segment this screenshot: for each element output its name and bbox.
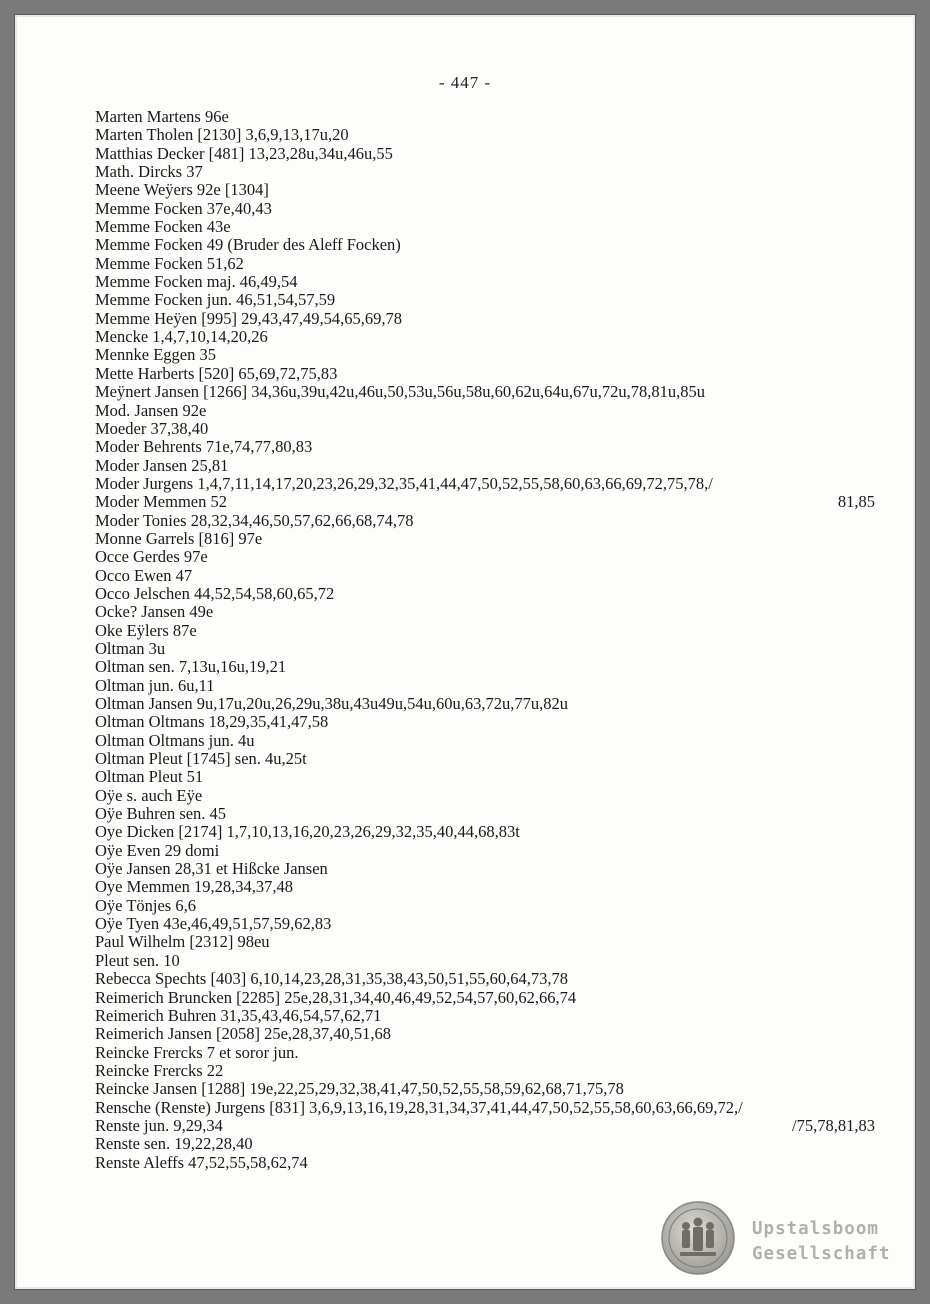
index-entry bbox=[95, 658, 885, 676]
index-entry bbox=[95, 897, 885, 915]
index-entry-text: Oltman Oltmans jun. 4u bbox=[95, 730, 255, 750]
index-entry bbox=[95, 677, 885, 695]
index-entry bbox=[95, 805, 885, 823]
index-entry bbox=[95, 383, 885, 401]
index-entry-text: Moder Tonies 28,32,34,46,50,57,62,66,68,74,78 bbox=[95, 510, 414, 530]
index-entry bbox=[95, 970, 885, 988]
index-entry bbox=[95, 787, 885, 805]
index-entry-text: Occo Jelschen 44,52,54,58,60,65,72 bbox=[95, 583, 335, 603]
index-entry-text: Oltman Pleut [1745] sen. 4u,25t bbox=[95, 749, 307, 769]
index-entry-text: Meÿnert Jansen [1266] 34,36u,39u,42u,46u,50,53u,56u,58u,60,62u,64u,67u,72u,78,81u,85u bbox=[95, 382, 706, 402]
index-entry bbox=[95, 255, 885, 273]
index-entry-text: Oye Memmen 19,28,34,37,48 bbox=[95, 877, 293, 897]
index-entry-continuation: /75,78,81,83 bbox=[792, 1115, 875, 1135]
upstalsboom-seal-icon bbox=[660, 1200, 736, 1276]
index-entry bbox=[95, 989, 885, 1007]
index-entry-text: Memme Heÿen [995] 29,43,47,49,54,65,69,78 bbox=[95, 308, 403, 328]
index-entry bbox=[95, 163, 885, 181]
brand-wordmark bbox=[752, 1217, 890, 1267]
index-entry-text: Meene Weÿers 92e [1304] bbox=[95, 180, 269, 200]
index-entry-text: Renste jun. 9,29,34 bbox=[95, 1115, 223, 1135]
index-entry bbox=[95, 1062, 885, 1080]
index-entry-text: Moeder 37,38,40 bbox=[95, 418, 209, 438]
index-entry-text: Marten Tholen [2130] 3,6,9,13,17u,20 bbox=[95, 125, 349, 145]
index-entry-text: Reimerich Bruncken [2285] 25e,28,31,34,40,46,49,52,54,57,60,62,66,74 bbox=[95, 987, 577, 1007]
document-page bbox=[14, 14, 916, 1290]
index-entry-text: Reimerich Jansen [2058] 25e,28,37,40,51,68 bbox=[95, 1024, 392, 1044]
index-entry bbox=[95, 567, 885, 585]
index-entry bbox=[95, 493, 885, 511]
index-entry bbox=[95, 1044, 885, 1062]
index-entry-list bbox=[95, 108, 885, 1172]
index-entry-text: Reincke Jansen [1288] 19e,22,25,29,32,38,41,47,50,52,55,58,59,62,68,71,75,78 bbox=[95, 1079, 624, 1099]
index-entry bbox=[95, 402, 885, 420]
index-entry bbox=[95, 952, 885, 970]
index-entry bbox=[95, 713, 885, 731]
index-entry-text: Oltman 3u bbox=[95, 638, 166, 658]
index-entry bbox=[95, 695, 885, 713]
index-entry-text: Oÿe s. auch Eÿe bbox=[95, 785, 203, 805]
brand-line-2: Gesellschaft bbox=[752, 1244, 891, 1264]
index-entry-text: Marten Martens 96e bbox=[95, 107, 229, 126]
index-entry bbox=[95, 622, 885, 640]
index-entry-text: Memme Focken maj. 46,49,54 bbox=[95, 272, 298, 292]
index-entry bbox=[95, 273, 885, 291]
brand-line-1: Upstalsboom bbox=[752, 1219, 879, 1239]
index-entry bbox=[95, 346, 885, 364]
index-entry-text: Oÿe Jansen 28,31 et Hißcke Jansen bbox=[95, 859, 328, 879]
index-entry bbox=[95, 1007, 885, 1025]
index-entry-text: Mod. Jansen 92e bbox=[95, 400, 207, 420]
index-entry-text: Paul Wilhelm [2312] 98eu bbox=[95, 932, 270, 952]
index-entry bbox=[95, 878, 885, 896]
index-entry bbox=[95, 1080, 885, 1098]
index-entry-text: Oltman jun. 6u,11 bbox=[95, 675, 215, 695]
index-entry-text: Oke Eÿlers 87e bbox=[95, 620, 197, 640]
index-entry bbox=[95, 218, 885, 236]
index-entry-text: Reincke Frercks 22 bbox=[95, 1060, 224, 1080]
index-entry-text: Memme Focken jun. 46,51,54,57,59 bbox=[95, 290, 336, 310]
index-entry bbox=[95, 842, 885, 860]
index-entry bbox=[95, 457, 885, 475]
index-entry bbox=[95, 475, 885, 493]
index-entry-text: Mencke 1,4,7,10,14,20,26 bbox=[95, 327, 268, 347]
index-entry bbox=[95, 823, 885, 841]
index-entry-text: Oye Dicken [2174] 1,7,10,13,16,20,23,26,29,32,35,40,44,68,83t bbox=[95, 822, 520, 842]
index-entry bbox=[95, 1099, 885, 1117]
index-entry bbox=[95, 768, 885, 786]
index-entry bbox=[95, 530, 885, 548]
index-entry bbox=[95, 108, 885, 126]
index-entry bbox=[95, 750, 885, 768]
index-entry-text: Moder Jurgens 1,4,7,11,14,17,20,23,26,29,32,35,41,44,47,50,52,55,58,60,63,66,69,72,75,78,/ bbox=[95, 473, 713, 493]
index-entry bbox=[95, 915, 885, 933]
index-entry-text: Oÿe Tönjes 6,6 bbox=[95, 895, 196, 915]
index-entry bbox=[95, 1135, 885, 1153]
index-entry-text: Rensche (Renste) Jurgens [831] 3,6,9,13,16,19,28,31,34,37,41,44,47,50,52,55,58,60,63,66,69,72,/ bbox=[95, 1097, 743, 1117]
index-entry-text: Oÿe Buhren sen. 45 bbox=[95, 804, 227, 824]
index-entry-continuation: 81,85 bbox=[837, 492, 875, 512]
index-entry bbox=[95, 126, 885, 144]
index-entry bbox=[95, 236, 885, 254]
index-entry bbox=[95, 310, 885, 328]
index-entry-text: Ocke? Jansen 49e bbox=[95, 602, 214, 622]
index-entry bbox=[95, 181, 885, 199]
index-entry-text: Oltman Jansen 9u,17u,20u,26,29u,38u,43u49u,54u,60u,63,72u,77u,82u bbox=[95, 694, 568, 713]
index-entry-text: Oÿe Even 29 domi bbox=[95, 840, 220, 860]
index-entry bbox=[95, 1117, 885, 1135]
page-number: - 447 - bbox=[438, 73, 492, 92]
index-entry-text: Reimerich Buhren 31,35,43,46,54,57,62,71 bbox=[95, 1005, 382, 1025]
index-entry bbox=[95, 365, 885, 383]
index-entry-text: Memme Focken 37e,40,43 bbox=[95, 198, 272, 218]
index-entry-text: Mennke Eggen 35 bbox=[95, 345, 216, 365]
index-entry-text: Oÿe Tyen 43e,46,49,51,57,59,62,83 bbox=[95, 914, 332, 934]
index-entry bbox=[95, 1154, 885, 1172]
index-entry bbox=[95, 145, 885, 163]
index-entry-text: Reincke Frercks 7 et soror jun. bbox=[95, 1042, 299, 1062]
index-entry bbox=[95, 438, 885, 456]
index-entry-text: Occe Gerdes 97e bbox=[95, 547, 208, 567]
index-entry bbox=[95, 585, 885, 603]
index-entry-text: Moder Jansen 25,81 bbox=[95, 455, 229, 475]
index-entry bbox=[95, 640, 885, 658]
index-entry bbox=[95, 603, 885, 621]
index-entry-text: Memme Focken 49 (Bruder des Aleff Focken) bbox=[95, 235, 401, 255]
index-entry bbox=[95, 291, 885, 309]
index-entry-text: Pleut sen. 10 bbox=[95, 950, 180, 970]
index-entry-text: Memme Focken 51,62 bbox=[95, 253, 244, 273]
index-entry-text: Memme Focken 43e bbox=[95, 217, 231, 237]
index-entry-text: Oltman Pleut 51 bbox=[95, 767, 204, 787]
index-entry bbox=[95, 548, 885, 566]
index-entry-text: Math. Dircks 37 bbox=[95, 162, 203, 182]
index-entry-text: Occo Ewen 47 bbox=[95, 565, 193, 585]
index-entry bbox=[95, 512, 885, 530]
index-entry bbox=[95, 328, 885, 346]
index-entry-text: Oltman sen. 7,13u,16u,19,21 bbox=[95, 657, 287, 677]
index-entry bbox=[95, 1025, 885, 1043]
index-entry-text: Mette Harberts [520] 65,69,72,75,83 bbox=[95, 363, 338, 383]
index-entry bbox=[95, 420, 885, 438]
index-entry-text: Oltman Oltmans 18,29,35,41,47,58 bbox=[95, 712, 329, 732]
index-entry-text: Renste Aleffs 47,52,55,58,62,74 bbox=[95, 1152, 308, 1172]
index-entry bbox=[95, 732, 885, 750]
index-entry-text: Moder Behrents 71e,74,77,80,83 bbox=[95, 437, 313, 457]
index-entry-text: Rebecca Spechts [403] 6,10,14,23,28,31,35,38,43,50,51,55,60,64,73,78 bbox=[95, 969, 568, 989]
index-entry-text: Monne Garrels [816] 97e bbox=[95, 528, 263, 548]
index-entry bbox=[95, 860, 885, 878]
index-entry-text: Renste sen. 19,22,28,40 bbox=[95, 1134, 253, 1154]
index-entry bbox=[95, 200, 885, 218]
index-entry-text: Matthias Decker [481] 13,23,28u,34u,46u,55 bbox=[95, 143, 393, 163]
index-entry bbox=[95, 933, 885, 951]
index-entry-text: Moder Memmen 52 bbox=[95, 492, 227, 512]
